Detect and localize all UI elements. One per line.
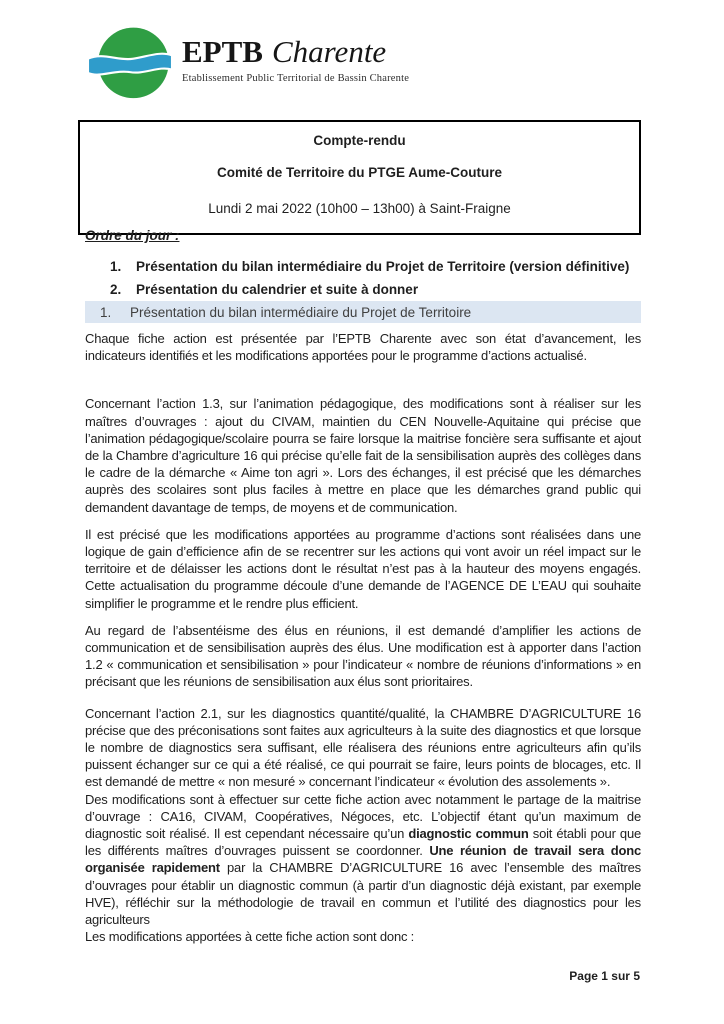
paragraph-program-efficiency: Il est précisé que les modifications apportées au programme d’actions sont réalisées dans une logique de gain d’efficience afin de se recentrer sur les actions qui vont avoir un réel impact sur le territoire et de délaisser les actions dont le résultat n’est pas à la hauteur des moyens engagés. Cette actualisation du programme découle d’une demande de l’AGENCE DE L’EAU qui souhaite simplifier le programme et le rendre plus efficient. xyxy=(85,526,641,611)
meeting-date-location: Lundi 2 mai 2022 (10h00 – 13h00) à Saint-Fraigne xyxy=(208,201,511,216)
agenda-item-2-label: Présentation du calendrier et suite à donner xyxy=(136,282,419,297)
agenda-item-2-number: 2. xyxy=(110,282,122,297)
logo-name-italic: Charente xyxy=(271,34,387,69)
agenda-list xyxy=(110,255,630,301)
logo-text xyxy=(182,24,409,84)
agenda-item-1-number: 1. xyxy=(110,259,122,274)
committee-title: Comité de Territoire du PTGE Aume-Couture xyxy=(216,165,503,180)
section-heading xyxy=(85,301,641,323)
title-box xyxy=(78,120,641,235)
document-body xyxy=(85,330,641,946)
modifications-bold-diagnostic-commun: diagnostic commun xyxy=(408,826,529,842)
paragraph-action-2-1: Concernant l’action 2.1, sur les diagnostics quantité/qualité, la CHAMBRE D’AGRICULTURE 16 précise que des préconisations sont faites aux agriculteurs à la suite des diagnostics et que lorsque le nombre de diagnostics sera suffisant, elle réalisera des réunions entre agriculteurs afin qu’ils puissent échanger sur ce qui a été réalisé, ce qui pourrait se faire, leurs points de blocages, etc. Il est demandé de mettre « non mesuré » concernant l’indicateur « évolution des assolements ». xyxy=(85,705,641,790)
agenda-item-1 xyxy=(110,255,630,278)
modifications-segment-3: par la CHAMBRE D’AGRICULTURE 16 avec l’ensemble des maîtres d’ouvrages pour établir un diagnostic commun (à partir d’un diagnostic déjà existant, par exemple HVE), réfléchir sur la méthodologie de travail en commun et l’utilité des diagnostics pour les agriculteurs xyxy=(85,860,641,928)
document-title: Compte-rendu xyxy=(313,133,406,148)
paragraph-modifications xyxy=(85,791,641,929)
eptb-charente-logo xyxy=(88,24,409,106)
modifications-segment-1: Des modifications sont à effectuer sur cette fiche action avec notamment le partage de la maitrise d’ouvrage : CA16, CIVAM, Coopératives, Négoces, etc. L’objectif étant qu’un maximum de diagnostic soit réalisé. Il est cependant nécessaire qu’un xyxy=(85,791,641,842)
paragraph-intro: Chaque fiche action est présentée par l’EPTB Charente avec son état d’avancement, les indicateurs identifiés et les modifications apportées pour le programme d’actions actualisé. xyxy=(85,331,641,364)
modifications-segment-2: soit établi pour que les différents maîtres d’ouvrages puissent se coordonner. xyxy=(85,826,642,859)
agenda-heading: Ordre du jour : xyxy=(85,228,180,243)
section-heading-title: Présentation du bilan intermédiaire du Projet de Territoire xyxy=(130,304,472,320)
section-heading-number: 1. xyxy=(100,304,112,320)
page-number: Page 1 sur 5 xyxy=(569,969,640,983)
logo-name xyxy=(182,36,409,68)
paragraph-elus-communication: Au regard de l’absentéisme des élus en réunions, il est demandé d’amplifier les actions de communication et de sensibilisation auprès des élus. Une modification est à apporter dans l’action 1.2 « communication et sensibilisation » pour l’indicateur « nombre de réunions d’informations » en précisant que les réunions de sensibilisation aux élus sont prioritaires. xyxy=(85,622,641,690)
logo-name-bold: EPTB xyxy=(182,34,263,69)
logo-subtitle: Etablissement Public Territorial de Bassin Charente xyxy=(182,73,410,84)
paragraph-modifications-conclusion: Les modifications apportées à cette fiche action sont donc : xyxy=(85,929,415,945)
eptb-logo-icon xyxy=(88,24,172,106)
paragraph-action-1-3: Concernant l’action 1.3, sur l’animation pédagogique, des modifications sont à réaliser sur les maîtres d’ouvrages : ajout du CIVAM, maintien du CEN Nouvelle-Aquitaine qui précise que l’animation pédagogique/scolaire pourra se faire lorsque la maitrise foncière sera suffisante et ajout de la Chambre d’agriculture 16 qui précise qu’elle fait de la sensibilisation auprès des collèges dans le cadre de la démarche « Aime ton agri ». Lors des échanges, il est précisé que les démarches auprès des scolaires sont plus faciles à mettre en place que les démarches grand public qui demandent davantage de temps, de moyens et de communication. xyxy=(85,396,641,515)
agenda-item-2 xyxy=(110,278,630,301)
agenda-item-1-label: Présentation du bilan intermédiaire du Projet de Territoire (version définitive) xyxy=(136,259,630,274)
modifications-bold-reunion-travail: Une réunion de travail sera donc organisée rapidement xyxy=(85,843,641,876)
